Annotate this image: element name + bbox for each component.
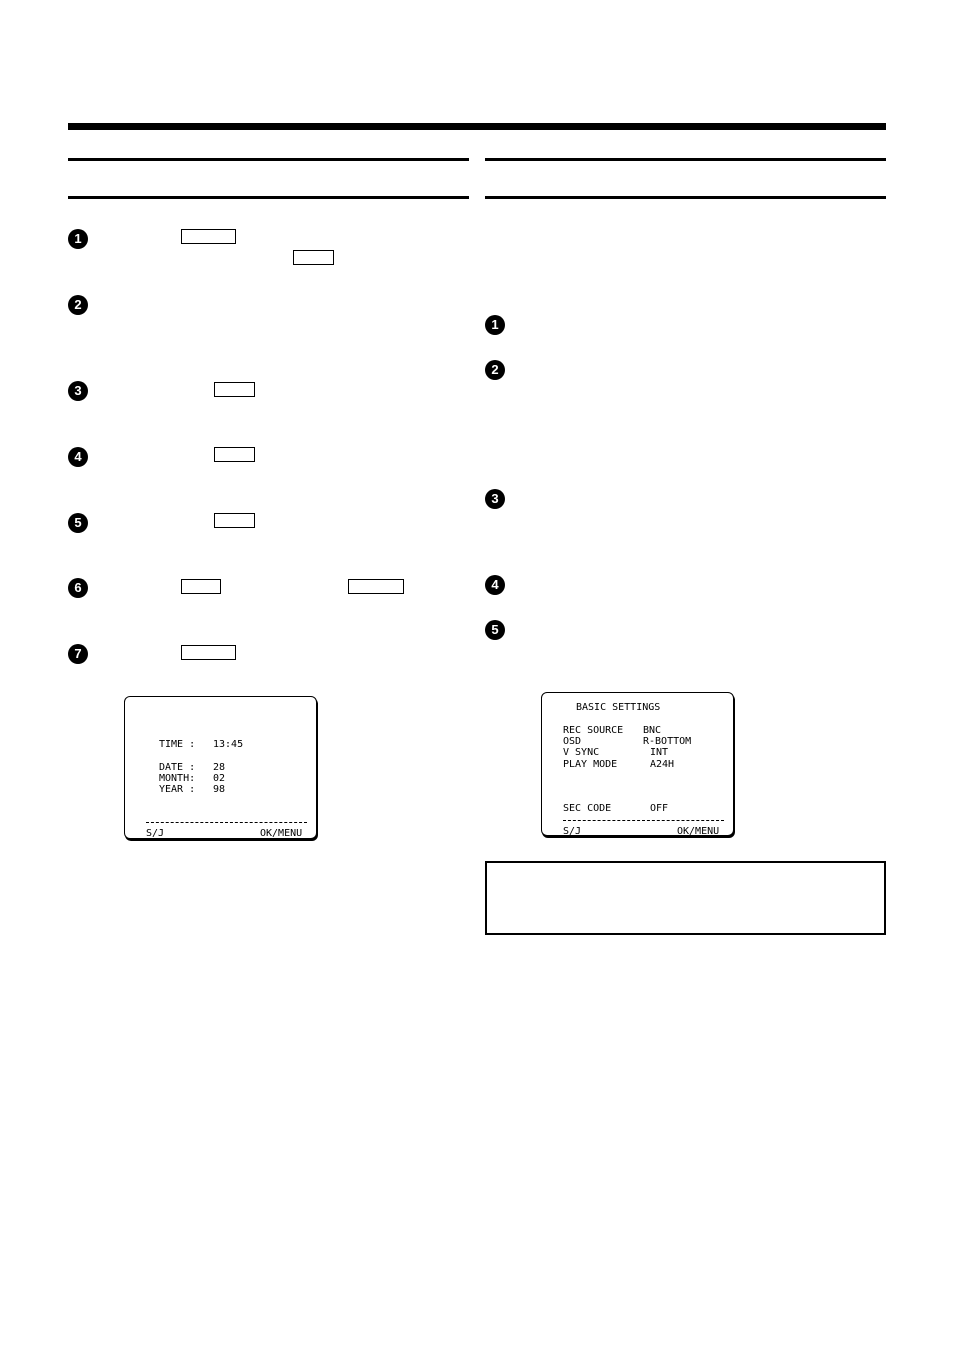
- key-box: [181, 579, 221, 594]
- year-value: 98: [213, 784, 226, 795]
- time-value: 13:45: [213, 739, 244, 750]
- play-mode-label: PLAY MODE: [563, 759, 618, 770]
- v-sync-value: INT: [650, 747, 669, 758]
- basic-settings-screen: [541, 692, 734, 836]
- right-step-5: 5: [485, 620, 505, 640]
- key-box: [214, 447, 255, 462]
- left-step-3: 3: [68, 381, 88, 401]
- right-step-1: 1: [485, 315, 505, 335]
- osd-value: R-BOTTOM: [643, 736, 692, 747]
- sec-code-label: SEC CODE: [563, 803, 612, 814]
- right-step-4: 4: [485, 575, 505, 595]
- footer-left: S/J: [146, 828, 165, 839]
- left-step-5: 5: [68, 513, 88, 533]
- key-box: [181, 645, 236, 660]
- time-label: TIME :: [159, 739, 196, 750]
- left-section-bottom-rule: [68, 196, 469, 199]
- sec-code-value: OFF: [650, 803, 669, 814]
- left-step-2: 2: [68, 295, 88, 315]
- screen-title: BASIC SETTINGS: [576, 702, 661, 713]
- left-section-top-rule: [68, 158, 469, 161]
- right-section-top-rule: [485, 158, 886, 161]
- key-box: [348, 579, 404, 594]
- footer-left: S/J: [563, 826, 582, 837]
- date-value: 28: [213, 762, 226, 773]
- right-section-bottom-rule: [485, 196, 886, 199]
- rec-source-label: REC SOURCE: [563, 725, 624, 736]
- year-label: YEAR :: [159, 784, 196, 795]
- month-value: 02: [213, 773, 226, 784]
- v-sync-label: V SYNC: [563, 747, 600, 758]
- right-step-2: 2: [485, 360, 505, 380]
- note-box: [485, 861, 886, 935]
- right-step-3: 3: [485, 489, 505, 509]
- footer-divider: [146, 822, 307, 823]
- header-rule: [68, 123, 886, 130]
- left-step-1: 1: [68, 229, 88, 249]
- rec-source-value: BNC: [643, 725, 662, 736]
- left-step-4: 4: [68, 447, 88, 467]
- key-box: [181, 229, 236, 244]
- left-step-6: 6: [68, 578, 88, 598]
- footer-right: OK/MENU: [677, 826, 720, 837]
- date-label: DATE :: [159, 762, 196, 773]
- osd-label: OSD: [563, 736, 582, 747]
- key-box: [214, 382, 255, 397]
- month-label: MONTH:: [159, 773, 196, 784]
- footer-right: OK/MENU: [260, 828, 303, 839]
- key-box: [293, 250, 334, 265]
- footer-divider: [563, 820, 724, 821]
- play-mode-value: A24H: [650, 759, 675, 770]
- date-time-screen: [124, 696, 317, 839]
- left-step-7: 7: [68, 644, 88, 664]
- key-box: [214, 513, 255, 528]
